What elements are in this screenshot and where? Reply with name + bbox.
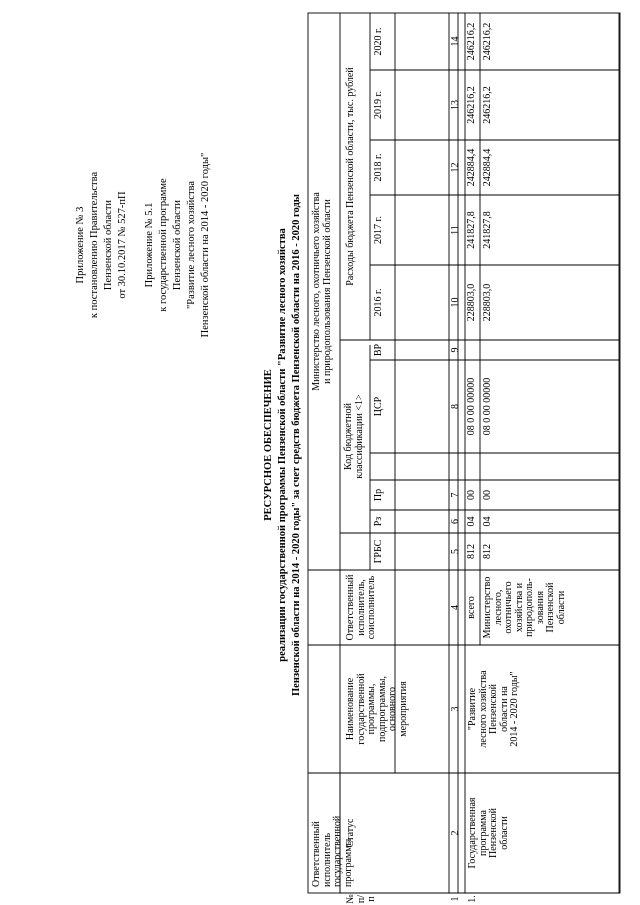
annex-line: Пензенской области: [103, 199, 114, 291]
cell-pr: 00: [466, 490, 477, 500]
row-exec-ministry: Министерство лесного, охотничьего хозяйства и природополь- зования Пензенской области: [482, 576, 567, 639]
cell-2019: 246216,2: [466, 86, 477, 124]
annex-line: "Развитие лесного хозяйства: [186, 180, 197, 310]
col-number: 4: [450, 605, 461, 610]
col-number: 11: [450, 225, 461, 235]
col-number: 9: [450, 347, 461, 353]
col-number: 2: [450, 830, 461, 836]
cell-csr: 08 0 00 00000: [482, 377, 493, 436]
header-csr: ЦСР: [373, 396, 384, 417]
header-rz: Рз: [373, 516, 384, 527]
header-pr: Пр: [373, 488, 384, 502]
cell-rz: 04: [482, 516, 493, 527]
annex-line: Пензенской области на 2014 - 2020 годы": [200, 152, 211, 338]
cell-2017: 241827,8: [466, 211, 477, 249]
cell-2019: 246216,2: [482, 86, 493, 124]
col-number: 10: [450, 297, 461, 308]
cell-grbs: 812: [466, 544, 477, 559]
header-year-2019: 2019 г.: [373, 91, 384, 119]
annex-line: Приложение № 3: [75, 206, 86, 284]
header-year-2018: 2018 г.: [373, 153, 384, 182]
title-line: Пензенской области на 2014 - 2020 годы" за счет средств бюджета Пензенской области на 2016 - 2020 годы: [291, 194, 302, 696]
col-number: 6: [450, 519, 461, 524]
col-number: 8: [450, 404, 461, 409]
cell-2018: 242884,4: [482, 148, 493, 187]
col-number: 1: [450, 896, 461, 902]
title-line: реализации государственной программы Пензенской области "Развитие лесного хозяйства: [277, 228, 288, 662]
annex-line: к постановлению Правительства: [89, 171, 100, 319]
annex-line: к государственной программе: [158, 178, 169, 312]
cell-2017: 241827,8: [482, 211, 493, 249]
cell-2016: 228803,0: [466, 283, 477, 322]
col-number: 14: [450, 36, 461, 47]
header-col-status: Статус: [345, 818, 356, 848]
annex-line: Приложение № 5.1: [144, 202, 155, 288]
cell-csr: 08 0 00 00000: [466, 377, 477, 436]
cell-2020: 246216,2: [482, 22, 493, 61]
title-line: РЕСУРСНОЕ ОБЕСПЕЧЕНИЕ: [263, 369, 274, 521]
col-number: 12: [450, 162, 461, 173]
cell-2020: 246216,2: [466, 22, 477, 61]
annex-line: от 30.10.2017 № 527-пП: [117, 191, 128, 299]
row-number: 1.: [467, 895, 478, 903]
cell-2018: 242884,4: [466, 148, 477, 187]
header-expenses: Расходы бюджета Пензенской области, тыс. рублей: [345, 67, 356, 286]
header-col-name: Наименование государственной программы, подпрограммы, основного мероприятия: [345, 673, 409, 745]
header-vr: ВР: [373, 343, 384, 357]
header-responsible-state: Ответственный исполнитель государственной программы: [311, 815, 354, 887]
header-ministry: Министерство лесного, охотничьего хозяйства и природопользования Пензенской области: [311, 192, 333, 391]
header-grbs: ГРБС: [373, 539, 384, 564]
row-program-name: "Развитие лесного хозяйства Пензенской области на 2014 - 2020 годы": [467, 670, 520, 748]
cell-2016: 228803,0: [482, 283, 493, 322]
cell-rz: 04: [466, 516, 477, 527]
header-year-2016: 2016 г.: [373, 288, 384, 317]
header-col-num: № п/п: [345, 894, 377, 904]
row-exec-total: всего: [466, 596, 477, 619]
col-number: 3: [450, 706, 461, 712]
col-number: 7: [450, 492, 461, 498]
header-year-2017: 2017 г.: [373, 216, 384, 244]
header-budget-code: Код бюджетной классификации <1>: [343, 394, 365, 479]
annex-line: Пензенской области: [172, 199, 183, 291]
cell-pr: 00: [482, 490, 493, 500]
cell-grbs: 812: [482, 544, 493, 559]
header-year-2020: 2020 г.: [373, 27, 384, 56]
col-number: 13: [450, 100, 461, 110]
row-status: Государственная программа Пензенской области: [467, 797, 510, 869]
header-col-exec: Ответственный исполнитель, соисполнитель: [345, 574, 377, 641]
col-number: 5: [450, 549, 461, 554]
